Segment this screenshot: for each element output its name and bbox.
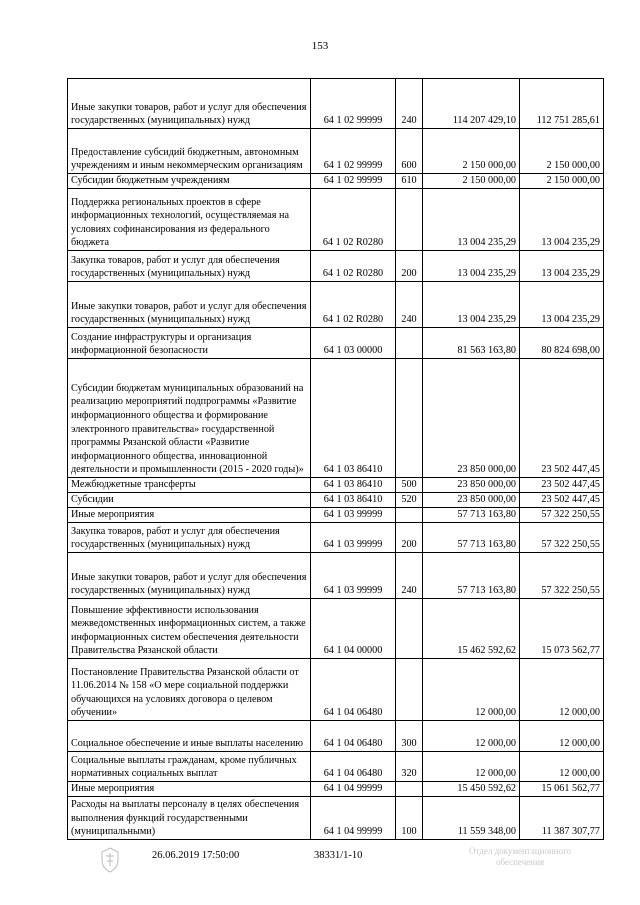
expense-type-cell: 240 [396,553,423,599]
expense-type-cell: 600 [396,129,423,174]
target-article-cell: 64 1 03 99999 [311,523,396,553]
target-article-cell: 64 1 02 99999 [311,174,396,189]
table-row [68,553,604,599]
executed-amount-cell: 12 000,00 [520,659,604,721]
expense-name-cell: Иные закупки товаров, работ и услуг для обеспечения государственных (муниципальных) нужд [68,79,311,129]
planned-amount-cell: 57 713 163,80 [423,523,520,553]
expense-type-cell: 100 [396,797,423,840]
table-row [68,493,604,508]
target-article-cell: 64 1 03 86410 [311,478,396,493]
executed-amount-cell: 57 322 250,55 [520,508,604,523]
executed-amount-cell: 57 322 250,55 [520,553,604,599]
table-row [68,174,604,189]
planned-amount-cell: 57 713 163,80 [423,508,520,523]
expense-name-cell: Повышение эффективности использования межведомственных информационных систем, а также информационных систем обеспечения деятельности Правительства Рязанской области [68,599,311,659]
expense-type-cell [396,599,423,659]
planned-amount-cell: 2 150 000,00 [423,129,520,174]
expense-name-cell: Предоставление субсидий бюджетным, автономным учреждениям и иным некоммерческим организациям [68,129,311,174]
document-stamp [440,846,600,868]
expense-type-cell: 240 [396,79,423,129]
table-row [68,523,604,553]
expense-name-cell: Социальное обеспечение и иные выплаты населению [68,721,311,752]
table-row [68,752,604,782]
executed-amount-cell: 15 073 562,77 [520,599,604,659]
page-number: 153 [311,40,329,52]
expense-type-cell [396,189,423,251]
expense-name-cell: Иные мероприятия [68,508,311,523]
budget-table-body [68,79,604,840]
target-article-cell: 64 1 04 99999 [311,782,396,797]
executed-amount-cell: 12 000,00 [520,752,604,782]
expense-name-cell: Межбюджетные трансферты [68,478,311,493]
expense-type-cell: 200 [396,523,423,553]
table-row [68,508,604,523]
target-article-cell: 64 1 02 99999 [311,79,396,129]
planned-amount-cell: 11 559 348,00 [423,797,520,840]
expense-type-cell [396,782,423,797]
expense-name-cell: Иные закупки товаров, работ и услуг для обеспечения государственных (муниципальных) нужд [68,282,311,328]
expense-name-cell: Закупка товаров, работ и услуг для обеспечения государственных (муниципальных) нужд [68,523,311,553]
table-row [68,282,604,328]
executed-amount-cell: 12 000,00 [520,721,604,752]
stamp-line: обеспечения [495,857,545,867]
target-article-cell: 64 1 03 99999 [311,508,396,523]
expense-name-cell: Иные мероприятия [68,782,311,797]
footer-registration-number: 38331/1-10 [314,850,363,861]
target-article-cell: 64 1 04 06480 [311,721,396,752]
planned-amount-cell: 23 850 000,00 [423,478,520,493]
expense-type-cell [396,508,423,523]
table-row [68,659,604,721]
expense-name-cell: Создание инфраструктуры и организация информационной безопасности [68,328,311,359]
executed-amount-cell: 13 004 235,29 [520,282,604,328]
executed-amount-cell: 57 322 250,55 [520,523,604,553]
planned-amount-cell: 13 004 235,29 [423,282,520,328]
expense-name-cell: Поддержка региональных проектов в сфере информационных технологий, осуществляемая на условиях софинансирования из федерального бюджета [68,189,311,251]
target-article-cell: 64 1 03 86410 [311,493,396,508]
table-row [68,797,604,840]
coat-of-arms-icon [98,846,122,874]
document-footer [0,846,640,876]
expense-type-cell: 520 [396,493,423,508]
target-article-cell: 64 1 04 06480 [311,659,396,721]
table-row [68,129,604,174]
table-row [68,782,604,797]
table-row [68,251,604,282]
table-row [68,328,604,359]
stamp-line: Отдел документационного [468,846,572,856]
planned-amount-cell: 23 850 000,00 [423,359,520,478]
table-row [68,189,604,251]
expense-name-cell: Иные закупки товаров, работ и услуг для обеспечения государственных (муниципальных) нужд [68,553,311,599]
planned-amount-cell: 15 450 592,62 [423,782,520,797]
executed-amount-cell: 2 150 000,00 [520,129,604,174]
planned-amount-cell: 12 000,00 [423,659,520,721]
budget-table [67,78,604,840]
expense-name-cell: Субсидии [68,493,311,508]
target-article-cell: 64 1 03 99999 [311,553,396,599]
planned-amount-cell: 81 563 163,80 [423,328,520,359]
expense-name-cell: Социальные выплаты гражданам, кроме публичных нормативных социальных выплат [68,752,311,782]
executed-amount-cell: 112 751 285,61 [520,79,604,129]
expense-name-cell: Постановление Правительства Рязанской области от 11.06.2014 № 158 «О мере социальной поддержки обучающихся на условиях договора о целевом обучении» [68,659,311,721]
planned-amount-cell: 13 004 235,29 [423,251,520,282]
executed-amount-cell: 13 004 235,29 [520,251,604,282]
table-row [68,478,604,493]
expense-type-cell: 240 [396,282,423,328]
planned-amount-cell: 57 713 163,80 [423,553,520,599]
expense-name-cell: Закупка товаров, работ и услуг для обеспечения государственных (муниципальных) нужд [68,251,311,282]
target-article-cell: 64 1 03 86410 [311,359,396,478]
table-row [68,599,604,659]
expense-name-cell: Расходы на выплаты персоналу в целях обеспечения выполнения функций государственными (муниципальными) [68,797,311,840]
target-article-cell: 64 1 03 00000 [311,328,396,359]
table-row [68,359,604,478]
planned-amount-cell: 2 150 000,00 [423,174,520,189]
executed-amount-cell: 15 061 562,77 [520,782,604,797]
planned-amount-cell: 23 850 000,00 [423,493,520,508]
planned-amount-cell: 114 207 429,10 [423,79,520,129]
expense-name-cell: Субсидии бюджетам муниципальных образований на реализацию мероприятий подпрограммы «Развитие информационного общества и формирование электронного правительства» государственной программы Рязанской области «Развитие информационного общества, инновационной деятельности и промышленности (2015 - 2020 годы)» [68,359,311,478]
planned-amount-cell: 12 000,00 [423,721,520,752]
expense-type-cell: 320 [396,752,423,782]
table-row [68,721,604,752]
target-article-cell: 64 1 02 R0280 [311,251,396,282]
executed-amount-cell: 23 502 447,45 [520,359,604,478]
expense-type-cell: 300 [396,721,423,752]
planned-amount-cell: 13 004 235,29 [423,189,520,251]
executed-amount-cell: 80 824 698,00 [520,328,604,359]
executed-amount-cell: 11 387 307,77 [520,797,604,840]
planned-amount-cell: 15 462 592,62 [423,599,520,659]
expense-type-cell [396,659,423,721]
planned-amount-cell: 12 000,00 [423,752,520,782]
expense-type-cell: 200 [396,251,423,282]
expense-type-cell: 610 [396,174,423,189]
target-article-cell: 64 1 04 99999 [311,797,396,840]
expense-type-cell: 500 [396,478,423,493]
executed-amount-cell: 23 502 447,45 [520,478,604,493]
expense-type-cell [396,328,423,359]
target-article-cell: 64 1 02 R0280 [311,282,396,328]
target-article-cell: 64 1 02 R0280 [311,189,396,251]
expense-name-cell: Субсидии бюджетным учреждениям [68,174,311,189]
target-article-cell: 64 1 04 00000 [311,599,396,659]
footer-timestamp: 26.06.2019 17:50:00 [152,850,240,861]
expense-type-cell [396,359,423,478]
executed-amount-cell: 13 004 235,29 [520,189,604,251]
executed-amount-cell: 2 150 000,00 [520,174,604,189]
executed-amount-cell: 23 502 447,45 [520,493,604,508]
target-article-cell: 64 1 04 06480 [311,752,396,782]
target-article-cell: 64 1 02 99999 [311,129,396,174]
table-row [68,79,604,129]
